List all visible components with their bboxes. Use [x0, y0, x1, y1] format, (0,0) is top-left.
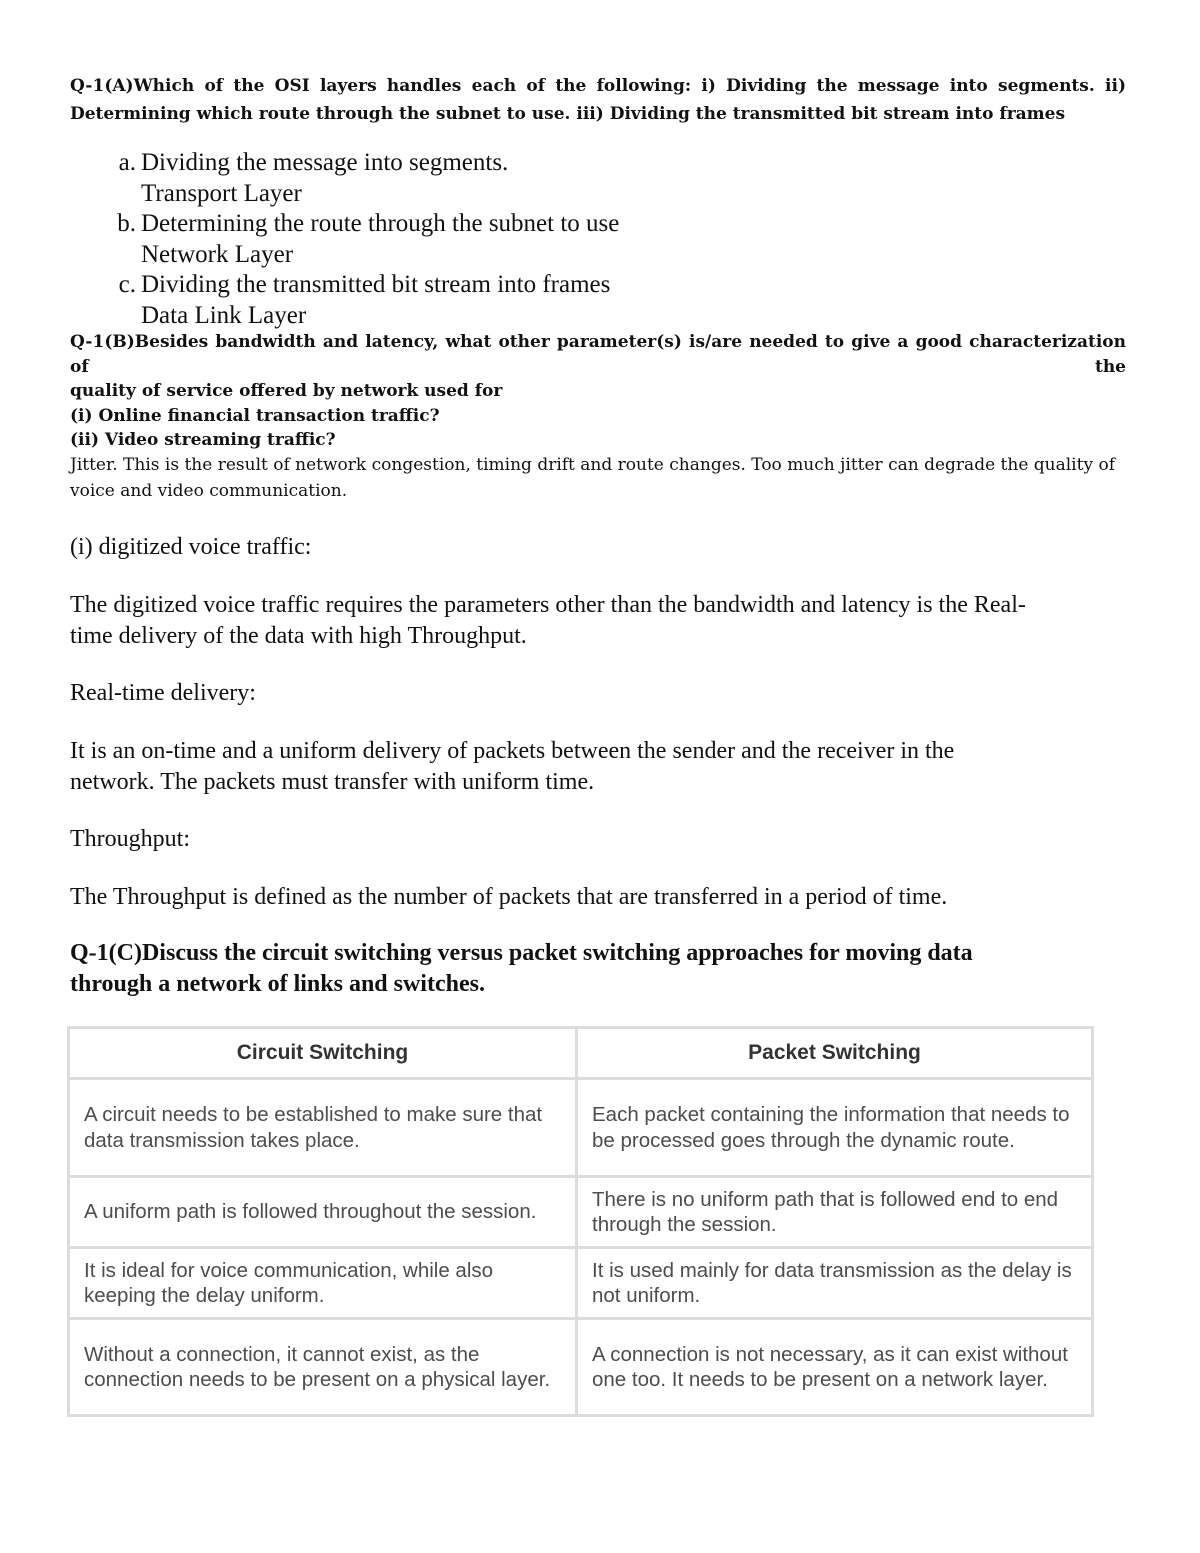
table-row — [69, 1079, 1093, 1177]
list-item — [100, 270, 1000, 331]
voice-paragraph — [70, 590, 1130, 651]
question-1c-line2: through a network of links and switches. — [70, 971, 485, 997]
table-cell: It is used mainly for data transmission as the delay is not uniform. — [577, 1248, 1093, 1319]
question-1b — [70, 330, 1126, 453]
table-cell: A circuit needs to be established to make sure that data transmission takes place. — [69, 1079, 577, 1177]
column-header-packet: Packet Switching — [577, 1028, 1093, 1079]
throughput-paragraph: The Throughput is defined as the number of packets that are transferred in a period of time. — [70, 884, 948, 910]
jitter-line2: voice and video communication. — [70, 481, 348, 501]
table-cell: Without a connection, it cannot exist, as the connection needs to be present on a physical layer. — [69, 1319, 577, 1416]
question-1b-line2: quality of service offered by network used for — [70, 381, 503, 401]
question-1b-item1: (i) Online financial transaction traffic? — [70, 405, 440, 426]
realtime-line1: It is an on-time and a uniform delivery of packets between the sender and the receiver in the — [70, 738, 955, 764]
table-header-row — [69, 1028, 1093, 1079]
question-1b-item2: (ii) Video streaming traffic? — [70, 430, 336, 450]
question-1a — [70, 72, 1126, 128]
table-cell: Each packet containing the information that needs to be processed goes through the dynamic route. — [577, 1079, 1093, 1177]
question-1c-line1: Q-1(C)Discuss the circuit switching versus packet switching approaches for moving data — [70, 940, 973, 966]
list-item — [100, 148, 1000, 209]
voice-paragraph-line1: The digitized voice traffic requires the parameters other than the bandwidth and latency is the Real- — [70, 592, 1026, 618]
jitter-line1: Jitter. This is the result of network congestion, timing drift and route changes. Too much jitter can degrade the quality of — [70, 455, 1115, 475]
comparison-table — [67, 1026, 1094, 1417]
table-cell: A uniform path is followed throughout the session. — [69, 1177, 577, 1248]
answer-list-1a — [100, 148, 1000, 331]
list-letter: a. — [118, 149, 136, 176]
realtime-paragraph — [70, 736, 1130, 797]
list-item-question: Dividing the transmitted bit stream into frames — [141, 271, 611, 298]
jitter-paragraph — [70, 452, 1130, 504]
question-1b-line1: Q-1(B)Besides bandwidth and latency, what other parameter(s) is/are needed to give a good characterization of the — [70, 332, 1126, 377]
table-cell: There is no uniform path that is followed end to end through the session. — [577, 1177, 1093, 1248]
realtime-line2: network. The packets must transfer with uniform time. — [70, 768, 595, 795]
table-cell: It is ideal for voice communication, while also keeping the delay uniform. — [69, 1248, 577, 1319]
list-letter: c. — [118, 271, 136, 298]
question-1a-line1: Q-1(A)Which of the OSI layers handles each of the following: i) Dividing the message into segments. ii) — [70, 76, 1126, 96]
list-item-question: Determining the route through the subnet to use — [141, 210, 620, 237]
voice-paragraph-line2: time delivery of the data with high Throughput. — [70, 622, 527, 649]
throughput-heading: Throughput: — [70, 826, 190, 852]
list-item — [100, 209, 1000, 270]
table-row — [69, 1177, 1093, 1248]
question-1c — [70, 938, 1130, 1000]
list-item-answer: Data Link Layer — [141, 301, 307, 329]
table-row — [69, 1248, 1093, 1319]
column-header-circuit: Circuit Switching — [69, 1028, 577, 1079]
list-item-answer: Network Layer — [141, 240, 294, 268]
question-1a-line2: Determining which route through the subnet to use. iii) Dividing the transmitted bit stream into frames — [70, 104, 1066, 124]
list-item-question: Dividing the message into segments. — [141, 149, 509, 176]
realtime-heading: Real-time delivery: — [70, 680, 256, 706]
list-item-answer: Transport Layer — [141, 179, 302, 207]
table-row — [69, 1319, 1093, 1416]
table-cell: A connection is not necessary, as it can exist without one too. It needs to be present on a network layer. — [577, 1319, 1093, 1416]
voice-heading: (i) digitized voice traffic: — [70, 534, 312, 560]
list-letter: b. — [117, 210, 136, 237]
